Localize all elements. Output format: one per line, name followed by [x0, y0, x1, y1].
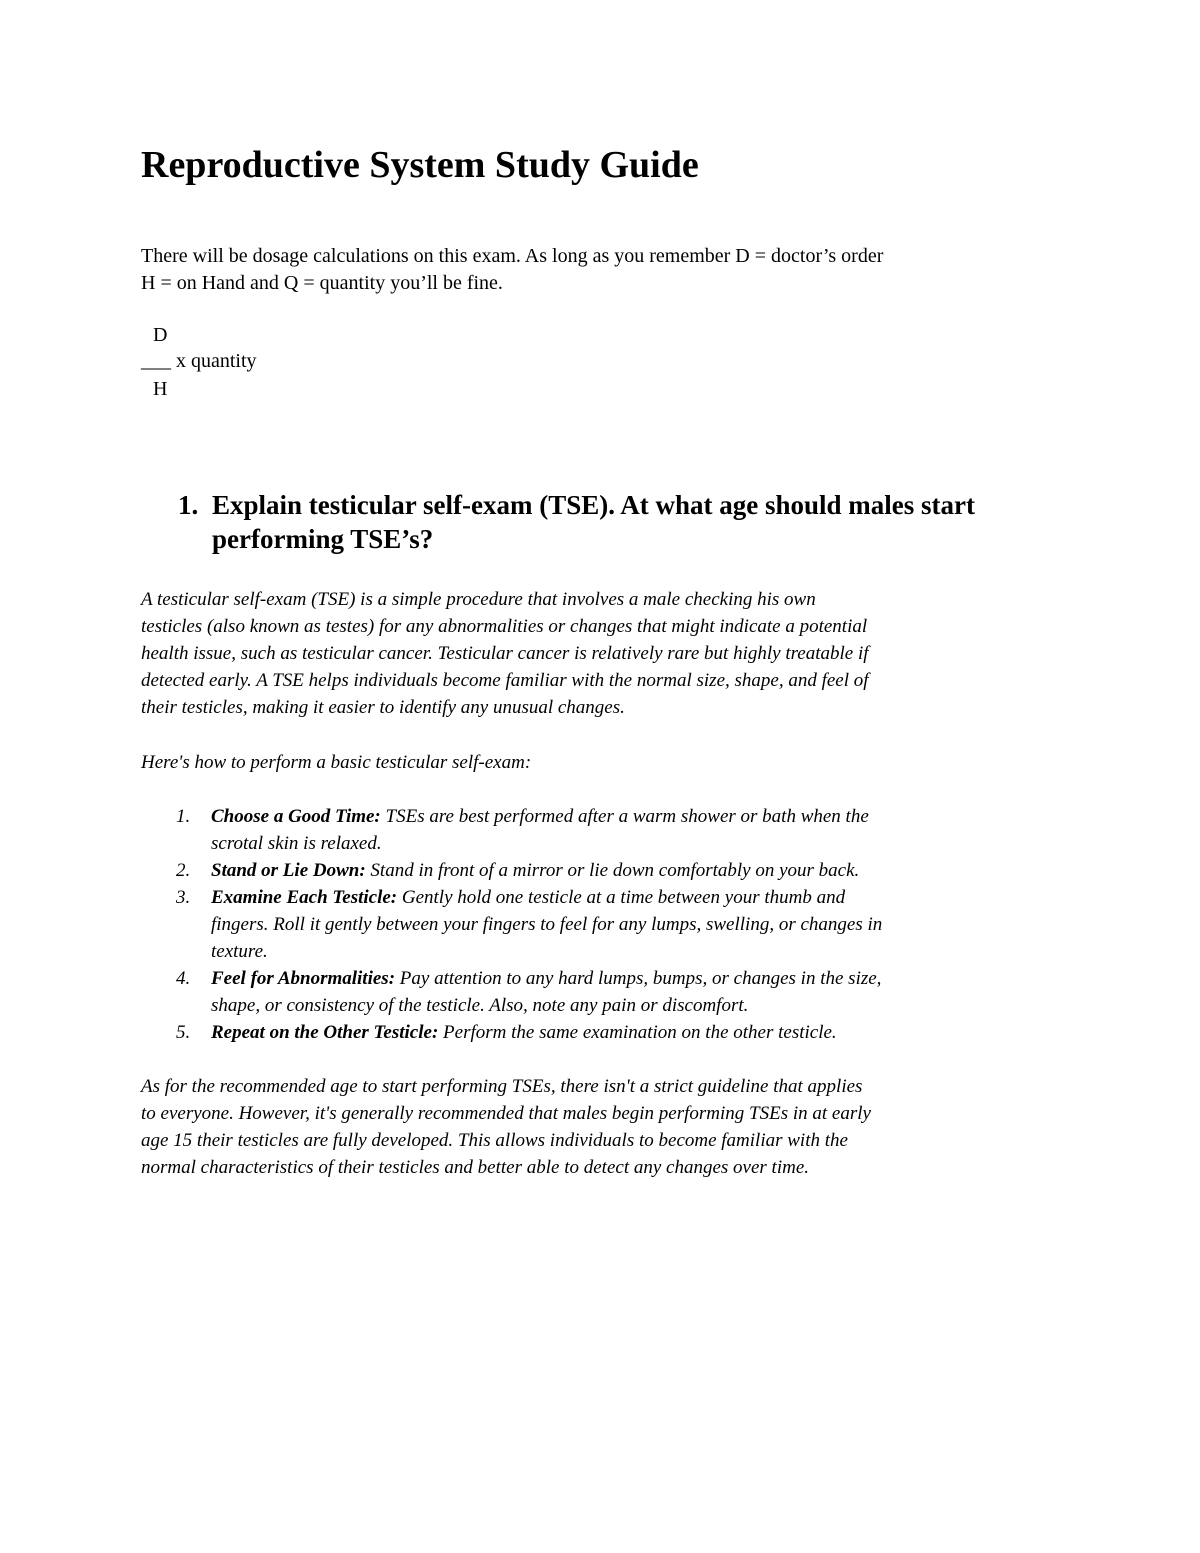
question-heading [178, 488, 1078, 556]
conclusion-line: age 15 their testicles are fully developed. This allows individuals to become familiar with the [141, 1130, 848, 1151]
step-title: Choose a Good Time: [211, 806, 381, 827]
step-number: 3. [176, 887, 191, 908]
answer-line: detected early. A TSE helps individuals become familiar with the normal size, shape, and feel of [141, 670, 869, 691]
question-line: performing TSE’s? [212, 524, 434, 554]
conclusion-paragraph [141, 1073, 1071, 1181]
answer-line: testicles (also known as testes) for any abnormalities or changes that might indicate a potential [141, 616, 868, 637]
step-title: Examine Each Testicle: [211, 887, 398, 908]
question-number: 1. [178, 490, 199, 520]
list-item [176, 857, 1076, 884]
step-text: TSEs are best performed after a warm shower or bath when the [380, 806, 869, 827]
step-title: Repeat on the Other Testicle: [211, 1022, 439, 1043]
step-number: 2. [176, 860, 191, 881]
step-text: scrotal skin is relaxed. [211, 833, 382, 854]
step-title: Stand or Lie Down: [211, 860, 366, 881]
conclusion-line: to everyone. However, it's generally recommended that males begin performing TSEs in at early [141, 1103, 871, 1124]
formula-fraction-bar: ___ x quantity [141, 350, 257, 372]
step-text: Stand in front of a mirror or lie down comfortably on your back. [365, 860, 860, 881]
howto-line: Here's how to perform a basic testicular self-exam: [141, 752, 532, 773]
answer-line: A testicular self-exam (TSE) is a simple procedure that involves a male checking his own [141, 589, 816, 610]
page-title: Reproductive System Study Guide [141, 144, 699, 186]
step-text: fingers. Roll it gently between your fingers to feel for any lumps, swelling, or changes in [211, 914, 883, 935]
intro-line: There will be dosage calculations on this exam. As long as you remember D = doctor’s order [141, 245, 884, 267]
intro-line: H = on Hand and Q = quantity you’ll be fine. [141, 272, 503, 294]
conclusion-line: normal characteristics of their testicles and better able to detect any changes over time. [141, 1157, 810, 1178]
step-number: 1. [176, 806, 191, 827]
list-item [176, 1019, 1076, 1046]
question-line: Explain testicular self-exam (TSE). At what age should males start [212, 490, 975, 520]
howto-intro [141, 749, 1071, 776]
step-text: Pay attention to any hard lumps, bumps, or changes in the size, [395, 968, 882, 989]
list-item [176, 803, 1076, 857]
step-title: Feel for Abnormalities: [211, 968, 396, 989]
step-text: Perform the same examination on the other testicle. [438, 1022, 837, 1043]
step-text: shape, or consistency of the testicle. Also, note any pain or discomfort. [211, 995, 749, 1016]
step-number: 5. [176, 1022, 191, 1043]
step-text: texture. [211, 941, 268, 962]
answer-line: health issue, such as testicular cancer. Testicular cancer is relatively rare but highly treatable if [141, 643, 869, 664]
step-text: Gently hold one testicle at a time between your thumb and [397, 887, 846, 908]
answer-line: their testicles, making it easier to identify any unusual changes. [141, 697, 625, 718]
formula-numerator: D [153, 324, 168, 346]
formula-denominator: H [153, 378, 168, 400]
list-item [176, 965, 1076, 1019]
dosage-formula [141, 322, 441, 412]
step-number: 4. [176, 968, 191, 989]
answer-intro-paragraph [141, 586, 1071, 721]
intro-paragraph [141, 243, 1041, 297]
list-item [176, 884, 1076, 965]
tse-steps-list [176, 803, 1076, 1046]
conclusion-line: As for the recommended age to start performing TSEs, there isn't a strict guideline that applies [141, 1076, 863, 1097]
